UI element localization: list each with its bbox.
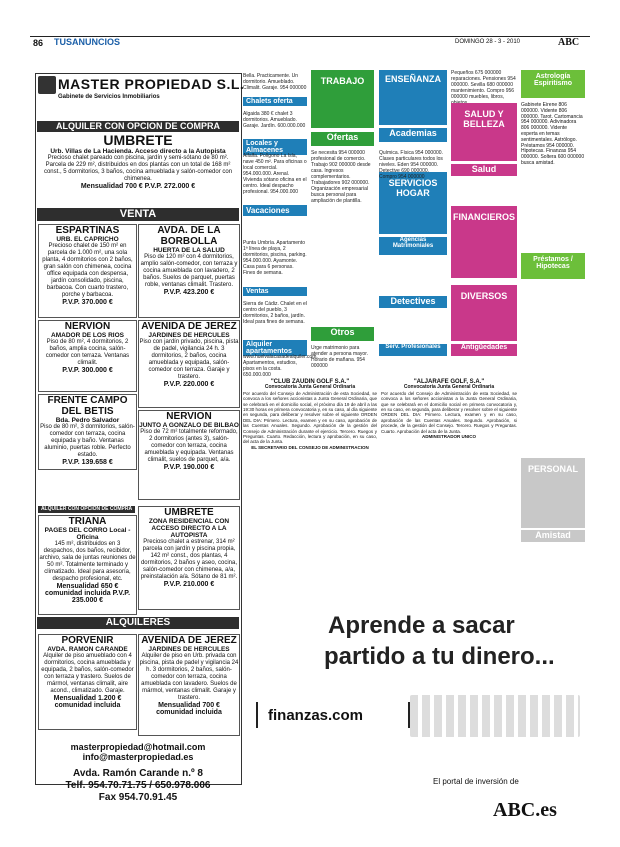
house-icon bbox=[38, 76, 56, 94]
tile-servicios bbox=[379, 172, 447, 234]
tile-label: FINANCIEROS bbox=[452, 212, 515, 222]
ad-price: P.V.P. 220.000 € bbox=[163, 381, 215, 388]
finanzas-link[interactable]: finanzas.com bbox=[268, 707, 364, 724]
ad-desc: Piso de 72 m² totalmente reformado, 2 dormitorios (antes 3), salón-comedor con terraza, cocina amueblada y equipada. Ventanas climalit, suelos de parquet, a/a. bbox=[140, 429, 238, 463]
classified-text: Punta Umbría. Apartamento 1ª línea de playa, 2 dormitorios, piscina, parking. 954.000.000. Ayamonte. Casa para 6 personas. Fines de semana. bbox=[243, 240, 307, 276]
ad-price: P.V.P. 370.000 € bbox=[62, 299, 113, 306]
avenida-jerez-ad bbox=[138, 320, 240, 408]
ad-desc: Alquiler de piso amueblado con 4 dormitorios, cocina amueblada y equipada, 2 baños, salón-comedor con terraza y trastero. Suelos de mármol, ventanas climalit, aire acond., climatizado. Garaje. bbox=[41, 653, 134, 694]
tile-ofertas bbox=[311, 132, 374, 146]
ad-title: TRIANA bbox=[68, 516, 107, 527]
tile-label: Préstamos / Hipotecas bbox=[533, 256, 573, 270]
tile-label: Otros bbox=[330, 327, 355, 337]
ad-sub: PAGES DEL CORRO Local - Oficina bbox=[44, 527, 131, 541]
tile-diversos bbox=[451, 285, 517, 341]
ad-desc: 145 m², distribuidos en 3 despachos, dos baños, recibidor, archivo, sala de juntas reuniones de 50 m². Totalmente terminado y climatizado. Ideal para asesoría, despacho profesional, etc. bbox=[39, 541, 136, 582]
ad-price: P.V.P. 190.000 € bbox=[163, 464, 215, 471]
porvenir-ad bbox=[38, 634, 137, 730]
tile-ensenanza bbox=[379, 70, 447, 125]
tile-otros bbox=[311, 327, 374, 341]
umbrete-zona-ad bbox=[138, 506, 240, 610]
tile-label: ENSEÑANZA bbox=[384, 74, 441, 84]
tile-academias bbox=[379, 128, 447, 142]
ad-desc: Piso de 120 m² con 4 dormitorios, amplio salón-comedor, con terraza y cocina amueblada con lavadero, 2 baños. Suelos de parquet, puertas roble, ventanas climalit. Trastero. bbox=[140, 254, 238, 288]
notice-sign: ADMINISTRADOR UNICO bbox=[422, 434, 476, 440]
notice-sign: EL SECRETARIO DEL CONSEJO DE ADMINISTRACION bbox=[251, 444, 369, 450]
notice-zaudin bbox=[243, 380, 377, 588]
betis-ad bbox=[38, 394, 137, 470]
tile-label: DIVERSOS bbox=[460, 291, 508, 301]
ad-sub: JARDINES DE HERCULES bbox=[148, 646, 230, 653]
classified-text: Algaida 380 € chalet 3 dormitorios. Amueblado. Garaje. Jardín. 600.000.000 bbox=[243, 111, 306, 129]
tile-label: Detectives bbox=[390, 296, 436, 306]
umbrete-sub: Urb. Villas de La Hacienda. Acceso directo a la Autopista bbox=[50, 148, 226, 155]
ad-desc: Piso con jardín privado, piscina, pista de padel, vigilancia 24 h. 3 dormitorios, 2 baños, cocina amueblada y equipada, salón-comedor con terraza. Garaje y trastero. bbox=[139, 339, 239, 380]
tile-label: Agencias Matrimoniales bbox=[392, 237, 434, 249]
ad-title: NERVION bbox=[64, 321, 111, 332]
abc-es-logo: ABC.es bbox=[493, 799, 557, 821]
classified-text: www.huelvalacasadealquiler.com. Apartamentos, estudios, pisos en la costa. 650.000.000 bbox=[243, 354, 318, 378]
tile-antiguedades bbox=[451, 344, 517, 356]
ad-sub: URB. EL CAPRICHO bbox=[56, 236, 119, 243]
classified-text: Se necesita 954 000000 profesional de comercio. Trabajo 902 000000 desde casa. Ingresos complementarios. Trabajadores 902 000000. Organización empresarial busca personal para ampliación de plantilla. bbox=[311, 150, 371, 204]
umbrete-ad bbox=[37, 133, 239, 205]
notice-aljarafe bbox=[381, 380, 517, 588]
portal-text: El portal de inversión de bbox=[433, 777, 519, 786]
bar-alquiler: Alquiler apartamentos bbox=[243, 340, 307, 356]
bar-locales: Locales y Almacenes bbox=[243, 139, 307, 155]
tile-label: Ofertas bbox=[326, 132, 359, 142]
band-small: ALQUILER CON OPCION DE COMPRA bbox=[38, 506, 135, 513]
nervion-ad bbox=[38, 320, 137, 392]
classified-text: Química. Física 954 000000. Clases particulares todos los niveles. Eden 954 000000. Detective 690 000000. Compro 954 000000 bbox=[379, 150, 443, 180]
ad-title: UMBRETE bbox=[164, 507, 214, 518]
classified-text: Alfalfa. Polígono La Isla, nave 450 m². Para oficinas o local comercial. 954.000.000. Arenal. Vivienda sótano oficina en el centro. Ideal despacho profesional. 954.000.000 bbox=[243, 153, 307, 195]
tile-trabajo bbox=[311, 70, 374, 128]
ad-price: Mensualidad 700 € comunidad incluida bbox=[156, 702, 222, 716]
classified-text: Gabinete Eirene 806 000000. Vidente 806 000000. Tarot. Cartomancia 954 000000. Adivinadora 806 000000. Vidente experta en temas sentimentales. Astrólogo. Préstamos 954 000000. Hipotecas. Finanzas 954 000000. Soltera 600 000000 busca amistad. bbox=[521, 102, 585, 166]
umbrete-title: UMBRETE bbox=[103, 132, 173, 148]
email-link-2[interactable]: info@masterpropiedad.es bbox=[82, 752, 194, 762]
tile-salud-belleza bbox=[451, 103, 517, 161]
ad-price: P.V.P. 423.200 € bbox=[163, 289, 215, 296]
notice-title: "ALJARAFE GOLF, S.A." bbox=[413, 379, 485, 385]
triana-ad bbox=[38, 515, 137, 615]
address: Avda. Ramón Carande n.º 8 bbox=[73, 768, 203, 779]
ad-sub: AVDA. RAMON CARANDE bbox=[47, 646, 128, 653]
fax: Fax 954.70.91.45 bbox=[98, 792, 178, 803]
tile-label: Amistad bbox=[535, 530, 571, 540]
jerez-alquiler-ad bbox=[138, 634, 240, 736]
issue-date: DOMINGO 28 - 3 - 2010 bbox=[455, 39, 521, 45]
tile-salud bbox=[451, 164, 517, 176]
bar-ventas: Ventas bbox=[243, 287, 307, 296]
ad-headline-1: Aprende a sacar bbox=[328, 612, 515, 639]
tile-label: Academias bbox=[389, 128, 437, 138]
umbrete-price: Mensualidad 700 € P.V.P. 272.000 € bbox=[80, 183, 196, 190]
ad-sub: JARDINES DE HERCULES bbox=[148, 332, 230, 339]
tile-label: Antigüedades bbox=[460, 344, 508, 351]
brand-logo: ABC bbox=[558, 37, 580, 48]
classified-text: Pequeños 675 000000 reparaciones. Pensiones 954 000000. Sevilla 680 000000 mantenimiento. Compro 956 000000 muebles, libros, bbox=[451, 70, 516, 100]
ad-title: PORVENIR bbox=[61, 635, 114, 646]
ad-sub: JUNTO A GONZALO DE BILBAO bbox=[139, 422, 239, 429]
tile-prestamos bbox=[521, 253, 585, 279]
ad-sub: ZONA RESIDENCIAL CON ACCESO DIRECTO A LA AUTOPISTA bbox=[148, 518, 230, 539]
classified-text: Sierra de Cádiz. Chalet en el centro del pueblo, 3 dormitorios, 2 baños, jardín. Ideal para fines de semana. bbox=[243, 301, 307, 325]
tile-label: SERVICIOS HOGAR bbox=[388, 178, 438, 198]
tile-label: TRABAJO bbox=[320, 76, 365, 86]
coins-image bbox=[410, 695, 580, 737]
ad-sub: Bda. Pedro Salvador bbox=[55, 417, 120, 424]
tile-label: Astrología Espiritismo bbox=[533, 73, 573, 87]
tile-agencias bbox=[379, 237, 447, 255]
ad-title: AVENIDA DE JEREZ bbox=[141, 321, 237, 332]
notice-text: Por acuerdo del Consejo de Administración de esta Sociedad, se convoca a los señores accionistas a la Junta General Ordinaria, que se celebrará en el domicilio social en primera convocatoria y, en su caso, en segunda, para deliberar y resolver sobre el siguiente ORDEN DEL DIA: Primero. Lectura, examen y en su caso, aprobación de las Cuentas Anuales. Segundo. Aprobación, si procede, de la gestión del Consejo. Tercero. Ruegos y Preguntas. Cuarto. Aprobación del acta de la Junta. bbox=[381, 390, 517, 434]
umbrete-desc: Precioso chalet pareado con piscina, jardín y semi-sótano de 80 m². Parcela de 229 m², distribuidos en dos plantas con un total de 168 m² const., 5 dormitorios, 3 baños, cocina amueblada y salón-comedor con chimenea. bbox=[43, 155, 233, 182]
tile-profesionales bbox=[379, 344, 447, 356]
bar-chalets: Chalets oferta bbox=[243, 97, 307, 106]
espartinas-ad bbox=[38, 224, 137, 318]
notice-text: Por acuerdo del Consejo de Administración de esta Sociedad, se convoca a los señores accionistas a Junta General Ordinaria, que se celebrará en el domicilio social, el próximo día 19 de abril a las 19:30 horas en primera convocatoria y, en su caso, al día siguiente en segunda, para deliberar y resolver sobre el siguiente ORDEN DEL DIA: Primero. Lectura, examen y en su caso, aprobación de las Cuentas Anuales. Segundo. Aprobación de la gestión del Consejo de Administración durante el ejercicio. Tercero. Ruegos y Preguntas. Cuarto. Redacción, lectura y aprobación, en su caso, del acta de la Junta. bbox=[243, 390, 377, 445]
address-block bbox=[38, 768, 238, 804]
ad-desc: Piso de 80 m², 4 dormitorios, 2 baños, amplia cocina, salón-comedor con terraza. Ventanas climalit. bbox=[45, 339, 130, 366]
ad-price: Mensualidad 650 € comunidad incluida P.V.P. 235.000 € bbox=[44, 583, 131, 604]
tile-personal bbox=[521, 458, 585, 528]
classified-text: Urge matrimonio para atender a persona mayor. Horario de mañana. 954 000000 bbox=[311, 345, 368, 369]
ad-desc: Precioso chalet a estrenar, 314 m² parcela con jardín y piscina propia, 142 m² const., dos plantas, 4 dormitorios, 2 baños y aseo, cocina, salón-comedor con chimenea, a/a, preinstalación a/a. Sótano de 81 m². bbox=[140, 539, 238, 580]
ad-title: AVENIDA DE JEREZ bbox=[141, 635, 237, 646]
ad-title: NERVION bbox=[166, 411, 212, 422]
tile-label: Salud bbox=[471, 164, 497, 174]
header-rule bbox=[30, 36, 590, 37]
tile-astrologia bbox=[521, 70, 585, 98]
ad-desc: Alquiler de piso en Urb. privada con piscina, pista de padel y vigilancia 24 h. 3 dormitorios, 2 baños, salón-comedor con terraza, cocina amueblada con lavadero. Suelos de mármol, ventanas climalit. Garaje y trastero. bbox=[139, 653, 239, 701]
band-alquileres: ALQUILERES bbox=[37, 617, 239, 629]
phones: Telf. 954.70.71.75 / 650.978.006 bbox=[65, 780, 211, 791]
page-number: 86 bbox=[33, 38, 44, 48]
tile-label: SALUD Y BELLEZA bbox=[463, 109, 505, 129]
classified-text: Bella. Practicamente. Un dormitorio. Amueblado. Climalit. Garaje. 954 000000 bbox=[243, 73, 307, 91]
notice-sub: Convocatoria Junta General Ordinaria bbox=[403, 384, 495, 391]
ad-price: Mensualidad 1.200 € comunidad incluida bbox=[53, 695, 122, 709]
company-name: MASTER PROPIEDAD S.L. bbox=[58, 76, 245, 92]
notice-title: "CLUB ZAUDIN GOLF S.A." bbox=[270, 379, 350, 385]
nervion-bilbao-ad bbox=[138, 410, 240, 500]
ad-price: P.V.P. 139.658 € bbox=[62, 459, 113, 466]
ad-headline-2: partido a tu dinero... bbox=[324, 643, 555, 670]
band-alquiler-compra: ALQUILER CON OPCION DE COMPRA bbox=[37, 121, 239, 132]
ad-desc: Precioso chalet de 150 m² en parcela de 1.000 m², una sola planta, 4 dormitorios con 2 baños, gran salón con chimenea, cocina office equipada con despensa, jardín consolidado, piscina, barbacoa. Con cuarto trastero, porche y barbacoa. bbox=[42, 243, 133, 298]
ad-desc: Piso de 80 m², 3 dormitorios, salón-comedor con terraza, cocina equipada y baño. Ventanas aluminio, puertas roble. Perfecto estado. bbox=[40, 424, 135, 458]
company-subtitle: Gabinete de Servicios Inmobiliarios bbox=[58, 94, 160, 100]
ad-title: FRENTE CAMPO DEL BETIS bbox=[47, 395, 128, 417]
tile-amistad bbox=[521, 530, 585, 542]
ad-sub: HUERTA DE LA SALUD bbox=[153, 247, 225, 254]
tile-label: PERSONAL bbox=[527, 464, 578, 474]
tile-financieros bbox=[451, 206, 517, 278]
ad-price: P.V.P. 210.000 € bbox=[163, 581, 215, 588]
bar-vacaciones: Vacaciones bbox=[243, 205, 307, 216]
section-title: TUSANUNCIOS bbox=[54, 37, 121, 47]
email-link[interactable]: masterpropiedad@hotmail.com bbox=[70, 742, 206, 752]
ad-title: AVDA. DE LA BORBOLLA bbox=[157, 225, 221, 247]
tile-detectives bbox=[379, 296, 447, 308]
tile-label: Serv. Profesionales bbox=[385, 344, 441, 350]
notice-sub: Convocatoria Junta General Ordinaria bbox=[264, 384, 356, 391]
contact-block bbox=[38, 742, 238, 762]
band-venta: VENTA bbox=[37, 208, 239, 221]
borbolla-ad bbox=[138, 224, 240, 318]
ad-price: P.V.P. 300.000 € bbox=[62, 367, 113, 374]
ad-sub: AMADOR DE LOS RIOS bbox=[51, 332, 124, 339]
ad-title: ESPARTINAS bbox=[55, 225, 120, 236]
